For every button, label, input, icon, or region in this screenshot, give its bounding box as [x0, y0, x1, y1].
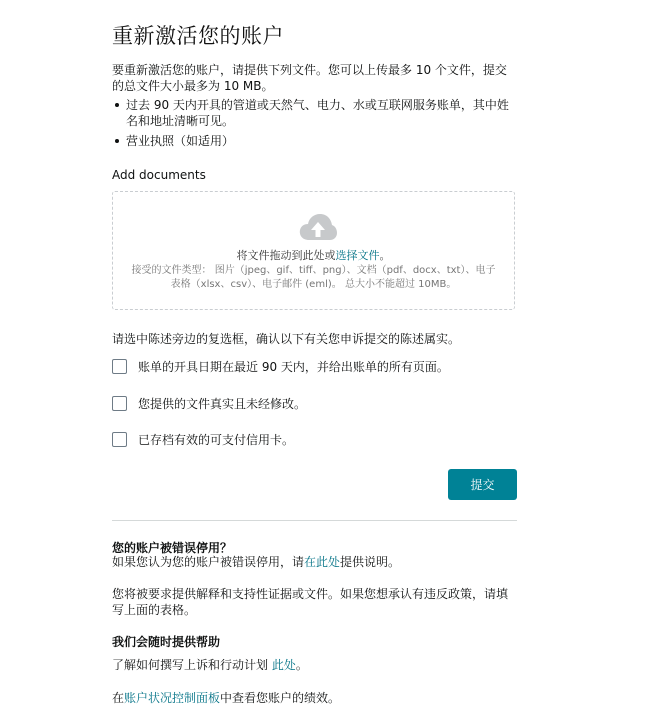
drop-text: 将文件拖动到此处或 [236, 249, 336, 262]
drop-instructions [113, 247, 514, 263]
page-title: 重新激活您的账户 [112, 24, 284, 48]
confirm-instruction: 请选中陈述旁边的复选框，确认以下有关您申诉提交的陈述属实。 [112, 332, 461, 346]
explain-here-link[interactable]: 在此处 [304, 555, 341, 569]
account-health-dashboard-link[interactable]: 账户状况控制面板 [124, 691, 221, 705]
plan-end: 。 [295, 658, 308, 672]
checkbox-row-credit-card[interactable] [112, 430, 294, 448]
drop-text-end: 。 [379, 249, 391, 262]
help-heading: 我们会随时提供帮助 [112, 635, 221, 649]
credit-card-checkbox[interactable] [112, 432, 127, 447]
section-divider [112, 520, 517, 521]
checkbox-row-bill-date[interactable] [112, 357, 449, 375]
wrong-text-after: 提供说明。 [340, 555, 401, 569]
required-documents-list [112, 97, 517, 153]
dashboard-text [112, 690, 517, 706]
file-dropzone[interactable] [112, 191, 515, 310]
bill-date-checkbox[interactable] [112, 359, 127, 374]
authentic-documents-checkbox[interactable] [112, 396, 127, 411]
select-files-link[interactable]: 选择文件 [335, 249, 380, 262]
add-documents-label: Add documents [112, 168, 206, 182]
intro-text: 要重新激活您的账户，请提供下列文件。您可以上传最多 10 个文件，提交的总文件大小最多为 10 MB。 [112, 63, 507, 93]
accepted-file-types: 接受的文件类型： 图片（jpeg、gif、tiff、png）、文档（pdf、docx、txt）、电子表格（xlsx、csv）、电子邮件 (eml)。 总大小不能超过 10MB。 [131, 265, 496, 290]
submit-button[interactable]: 提交 [448, 469, 517, 500]
list-item: 营业执照（如适用） [112, 133, 517, 149]
checkbox-label: 账单的开具日期在最近 90 天内，并给出账单的所有页面。 [138, 359, 449, 374]
explanation-text: 您将被要求提供解释和支持性证据或文件。如果您想承认有违反政策，请填写上面的表格。 [112, 587, 509, 617]
checkbox-label: 您提供的文件真实且未经修改。 [138, 396, 307, 411]
wrongly-deactivated-text [112, 554, 517, 570]
wrongly-deactivated-heading: 您的账户被错误停用？ [112, 541, 233, 555]
appeal-plan-link[interactable]: 此处 [271, 658, 296, 672]
plan-text: 了解如何撰写上诉和行动计划 [112, 658, 272, 672]
wrong-text-before: 如果您认为您的账户被错误停用，请 [112, 555, 305, 569]
appeal-plan-text [112, 657, 517, 673]
dash-before: 在 [112, 691, 125, 705]
dash-after: 中查看您账户的绩效。 [220, 691, 341, 705]
list-item: 过去 90 天内开具的管道或天然气、电力、水或互联网服务账单，其中姓名和地址清晰可见。 [112, 97, 517, 129]
checkbox-label: 已存档有效的可支付信用卡。 [138, 432, 295, 447]
cloud-upload-icon [299, 213, 337, 241]
checkbox-row-authentic[interactable] [112, 394, 306, 412]
